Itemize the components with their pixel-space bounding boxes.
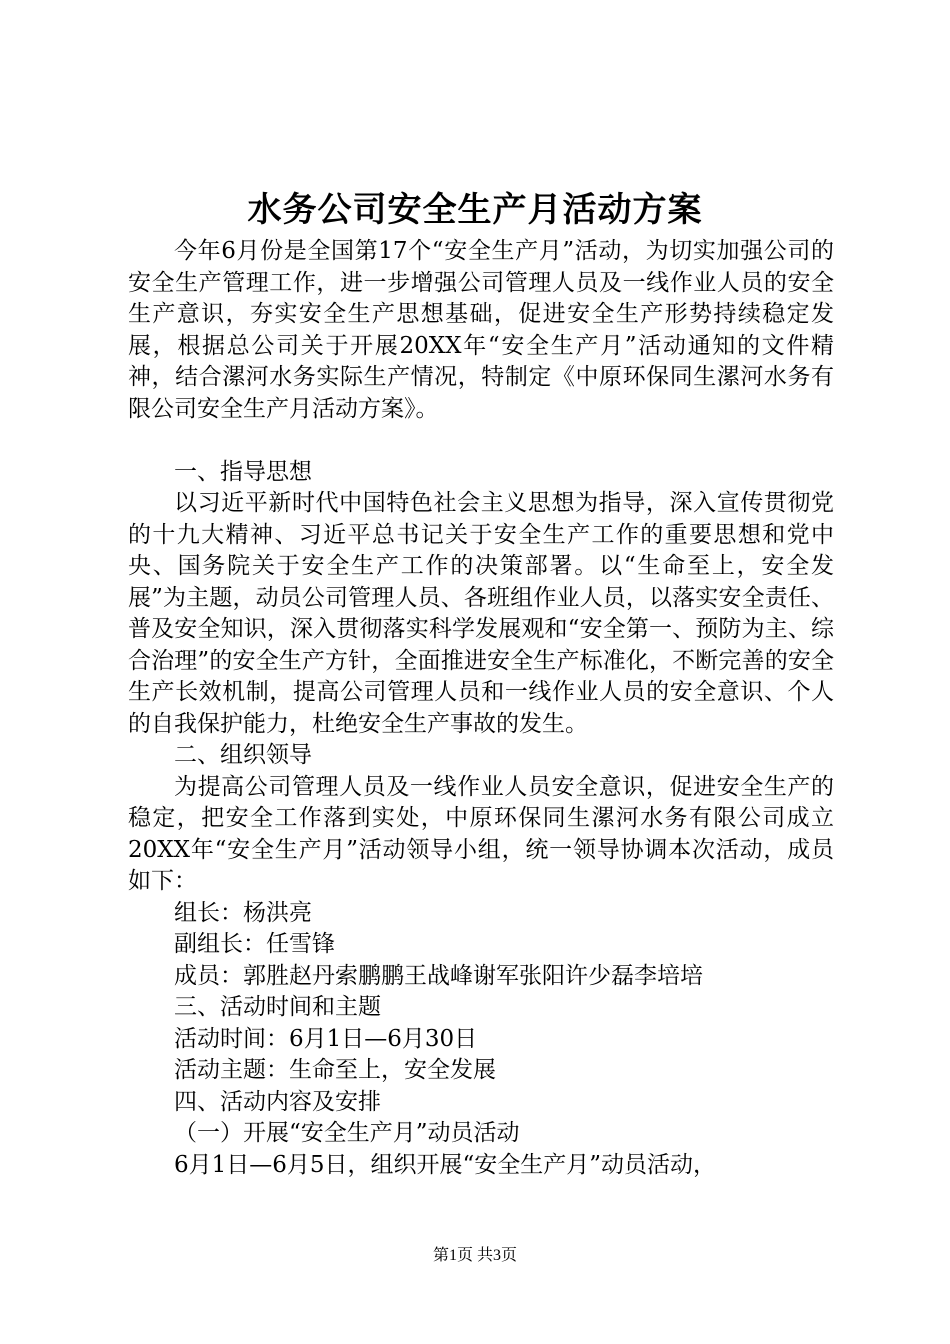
section-2-paragraph: 为提高公司管理人员及一线作业人员安全意识，促进安全生产的稳定，把安全工作落到实处，中原环保同生漯河水务有限公司成立20XX年“安全生产月”活动领导小组，统一领导协调本次活动，成员如下：: [128, 773, 834, 894]
blank-line: [128, 425, 834, 457]
members-line: 成员：郭胜赵丹索鹏鹏王战峰谢军张阳许少磊李培培: [174, 962, 703, 989]
section-1-paragraph: 以习近平新时代中国特色社会主义思想为指导，深入宣传贯彻党的十九大精神、习近平总书记关于安全生产工作的重要思想和党中央、国务院关于安全生产工作的决策部署。以“生命至上，安全发展”为主题，动员公司管理人员、各班组作业人员，以落实安全责任、普及安全知识，深入贯彻落实科学发展观和“安全第一、预防为主、综合治理”的安全生产方针，全面推进安全生产标准化，不断完善的安全生产长效机制，提高公司管理人员和一线作业人员的安全意识、个人的自我保护能力，杜绝安全生产事故的发生。: [128, 490, 834, 737]
section-2-heading: 二、组织领导: [174, 742, 312, 768]
section-1-heading: 一、指导思想: [174, 458, 312, 485]
activity-theme-line: 活动主题：生命至上，安全发展: [174, 1057, 496, 1083]
leader-line: 组长：杨洪亮: [174, 899, 312, 926]
activity-time-line: 活动时间：6月1日—6月30日: [174, 1025, 478, 1052]
subsection-1-heading: （一）开展“安全生产月”动员活动: [174, 1120, 520, 1146]
intro-paragraph: 今年6月份是全国第17个“安全生产月”活动，为切实加强公司的安全生产管理工作，进一步增强公司管理人员及一线作业人员的安全生产意识，夯实安全生产思想基础，促进安全生产形势持续稳定发展，根据总公司关于开展20XX年“安全生产月”活动通知的文件精神，结合漯河水务实际生产情况，特制定《中原环保同生漯河水务有限公司安全生产月活动方案》。: [128, 238, 834, 422]
section-3-heading: 三、活动时间和主题: [174, 994, 381, 1020]
section-4-heading: 四、活动内容及安排: [174, 1088, 381, 1115]
deputy-leader-line: 副组长：任雪锋: [174, 931, 335, 957]
page-footer: 第1页 共3页: [432, 1247, 517, 1264]
document-title: 水务公司安全生产月活动方案: [247, 190, 703, 230]
document-body: [128, 236, 834, 1181]
subsection-1-paragraph: 6月1日—6月5日，组织开展“安全生产月”动员活动，: [174, 1151, 717, 1178]
